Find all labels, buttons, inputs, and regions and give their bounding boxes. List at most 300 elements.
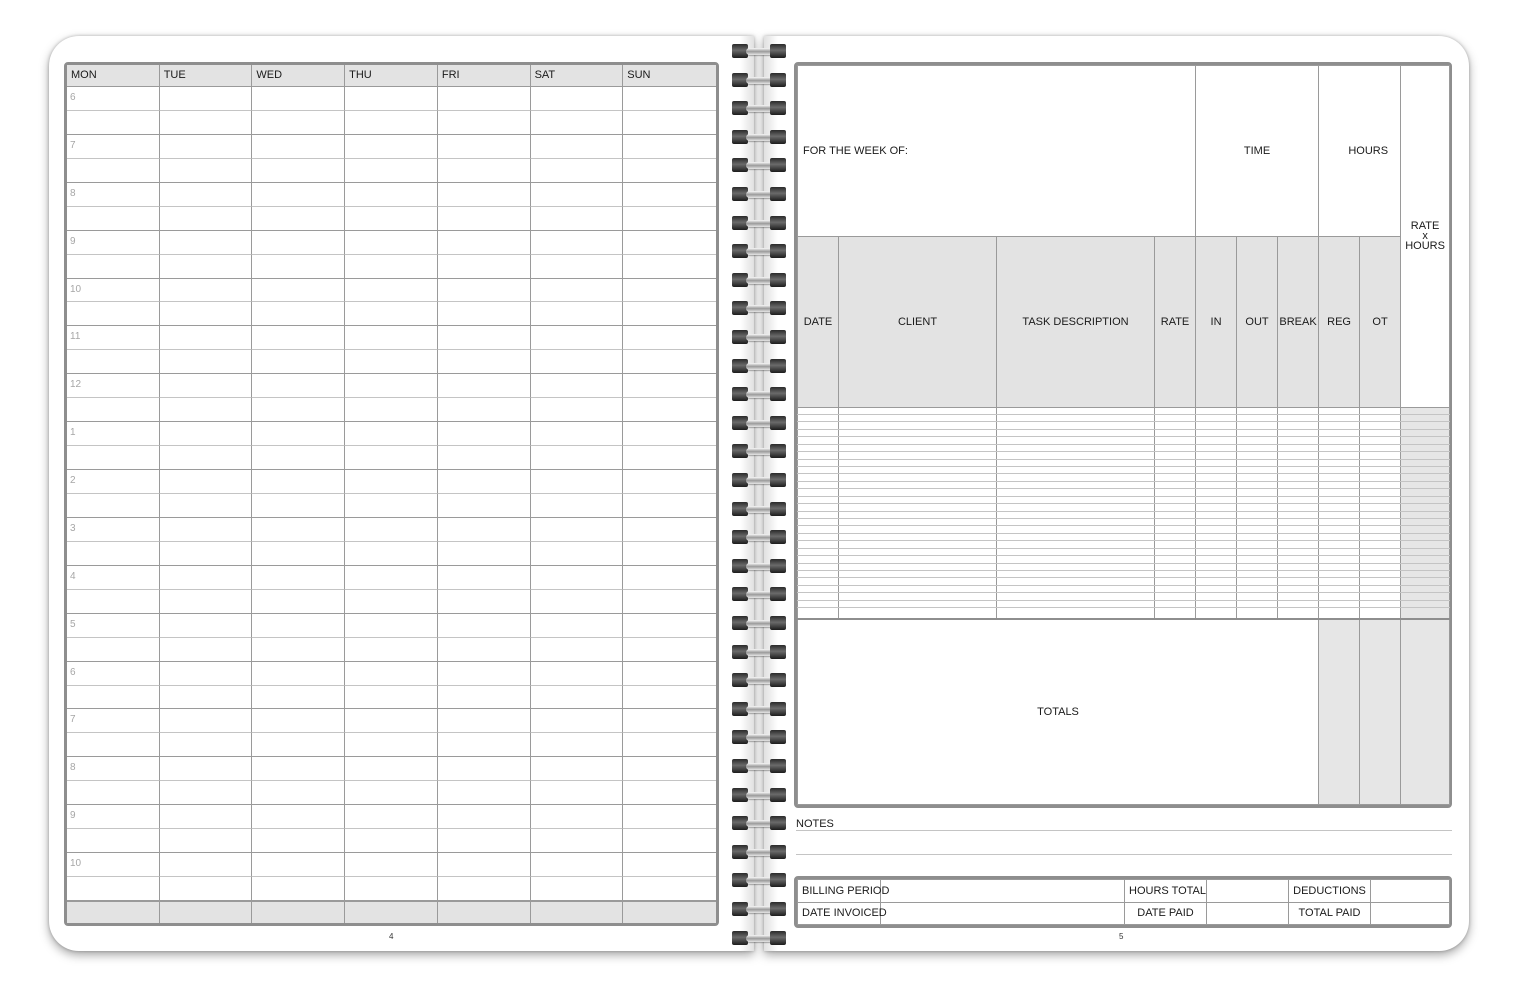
timesheet-cell[interactable] [1155, 496, 1196, 503]
schedule-slot[interactable] [623, 853, 716, 877]
schedule-slot[interactable] [438, 279, 531, 303]
timesheet-cell[interactable] [997, 474, 1155, 481]
timesheet-cell[interactable] [1360, 548, 1401, 555]
timesheet-cell[interactable] [1237, 452, 1278, 459]
schedule-slot[interactable] [160, 494, 253, 518]
schedule-slot[interactable] [623, 686, 716, 710]
schedule-slot[interactable] [438, 374, 531, 398]
schedule-slot[interactable] [160, 638, 253, 662]
timesheet-cell[interactable] [1401, 585, 1450, 592]
timesheet-cell[interactable] [1319, 429, 1360, 436]
schedule-slot[interactable] [623, 877, 716, 901]
timesheet-cell[interactable] [798, 489, 839, 496]
timesheet-cell[interactable] [1237, 556, 1278, 563]
timesheet-cell[interactable] [1360, 467, 1401, 474]
schedule-slot[interactable] [345, 518, 438, 542]
total-ot-cell[interactable] [1360, 619, 1401, 805]
billing-period-field[interactable] [881, 880, 1125, 903]
schedule-slot[interactable] [531, 853, 624, 877]
timesheet-cell[interactable] [1360, 526, 1401, 533]
schedule-slot[interactable] [345, 207, 438, 231]
schedule-slot[interactable] [623, 518, 716, 542]
timesheet-cell[interactable] [1237, 496, 1278, 503]
timesheet-cell[interactable] [1401, 593, 1450, 600]
schedule-slot[interactable] [160, 829, 253, 853]
schedule-slot[interactable] [252, 518, 345, 542]
schedule-slot[interactable] [531, 781, 624, 805]
schedule-slot[interactable] [531, 757, 624, 781]
timesheet-cell[interactable] [1237, 600, 1278, 607]
timesheet-cell[interactable] [1401, 556, 1450, 563]
timesheet-cell[interactable] [1278, 533, 1319, 540]
timesheet-cell[interactable] [1360, 511, 1401, 518]
timesheet-cell[interactable] [1360, 608, 1401, 619]
timesheet-cell[interactable] [1319, 489, 1360, 496]
timesheet-cell[interactable] [1401, 526, 1450, 533]
timesheet-cell[interactable] [1155, 415, 1196, 422]
timesheet-cell[interactable] [1278, 459, 1319, 466]
schedule-slot[interactable] [438, 326, 531, 350]
schedule-slot[interactable] [160, 686, 253, 710]
schedule-slot[interactable] [67, 518, 160, 542]
timesheet-cell[interactable] [1278, 415, 1319, 422]
schedule-slot[interactable] [67, 853, 160, 877]
timesheet-cell[interactable] [1319, 437, 1360, 444]
timesheet-cell[interactable] [1155, 422, 1196, 429]
timesheet-cell[interactable] [798, 585, 839, 592]
timesheet-cell[interactable] [997, 548, 1155, 555]
schedule-slot[interactable] [160, 877, 253, 901]
schedule-slot[interactable] [531, 279, 624, 303]
timesheet-cell[interactable] [1319, 504, 1360, 511]
timesheet-cell[interactable] [1155, 593, 1196, 600]
schedule-slot[interactable] [623, 709, 716, 733]
schedule-slot[interactable] [67, 302, 160, 326]
timesheet-cell[interactable] [1196, 474, 1237, 481]
timesheet-cell[interactable] [1360, 459, 1401, 466]
timesheet-cell[interactable] [1319, 556, 1360, 563]
timesheet-cell[interactable] [1401, 474, 1450, 481]
schedule-slot[interactable] [345, 877, 438, 901]
timesheet-cell[interactable] [1360, 570, 1401, 577]
schedule-slot[interactable] [67, 733, 160, 757]
timesheet-cell[interactable] [1319, 570, 1360, 577]
timesheet-cell[interactable] [1196, 608, 1237, 619]
timesheet-cell[interactable] [1155, 459, 1196, 466]
timesheet-cell[interactable] [997, 422, 1155, 429]
timesheet-cell[interactable] [1401, 541, 1450, 548]
schedule-slot[interactable] [252, 757, 345, 781]
timesheet-cell[interactable] [1360, 444, 1401, 451]
timesheet-cell[interactable] [1155, 407, 1196, 414]
timesheet-cell[interactable] [1278, 481, 1319, 488]
timesheet-cell[interactable] [997, 429, 1155, 436]
timesheet-cell[interactable] [1360, 504, 1401, 511]
schedule-slot[interactable] [252, 374, 345, 398]
schedule-slot[interactable] [623, 757, 716, 781]
timesheet-cell[interactable] [1237, 608, 1278, 619]
schedule-slot[interactable] [67, 111, 160, 135]
schedule-slot[interactable] [345, 279, 438, 303]
schedule-slot[interactable] [67, 494, 160, 518]
schedule-slot[interactable] [252, 566, 345, 590]
schedule-slot[interactable] [531, 590, 624, 614]
schedule-slot[interactable] [623, 398, 716, 422]
schedule-slot[interactable] [67, 805, 160, 829]
timesheet-cell[interactable] [1196, 429, 1237, 436]
schedule-slot[interactable] [623, 207, 716, 231]
schedule-slot[interactable] [345, 398, 438, 422]
day-footer-cell[interactable] [252, 901, 345, 923]
timesheet-cell[interactable] [1237, 518, 1278, 525]
timesheet-cell[interactable] [997, 533, 1155, 540]
schedule-slot[interactable] [531, 374, 624, 398]
schedule-slot[interactable] [160, 326, 253, 350]
week-of-field[interactable] [798, 66, 1196, 237]
timesheet-cell[interactable] [1196, 459, 1237, 466]
timesheet-cell[interactable] [1401, 459, 1450, 466]
schedule-slot[interactable] [345, 590, 438, 614]
timesheet-cell[interactable] [798, 563, 839, 570]
timesheet-cell[interactable] [1155, 608, 1196, 619]
timesheet-cell[interactable] [997, 563, 1155, 570]
timesheet-cell[interactable] [1196, 444, 1237, 451]
schedule-slot[interactable] [438, 87, 531, 111]
schedule-slot[interactable] [531, 159, 624, 183]
schedule-slot[interactable] [438, 662, 531, 686]
timesheet-cell[interactable] [1196, 570, 1237, 577]
timesheet-cell[interactable] [1401, 489, 1450, 496]
schedule-slot[interactable] [67, 326, 160, 350]
timesheet-cell[interactable] [1319, 459, 1360, 466]
timesheet-cell[interactable] [1401, 429, 1450, 436]
schedule-slot[interactable] [623, 87, 716, 111]
timesheet-cell[interactable] [839, 407, 997, 414]
schedule-slot[interactable] [438, 302, 531, 326]
schedule-slot[interactable] [438, 733, 531, 757]
timesheet-cell[interactable] [1155, 489, 1196, 496]
schedule-slot[interactable] [345, 494, 438, 518]
timesheet-cell[interactable] [839, 526, 997, 533]
timesheet-cell[interactable] [1196, 563, 1237, 570]
timesheet-cell[interactable] [1319, 452, 1360, 459]
schedule-slot[interactable] [345, 757, 438, 781]
timesheet-cell[interactable] [1401, 533, 1450, 540]
schedule-slot[interactable] [67, 757, 160, 781]
schedule-slot[interactable] [252, 398, 345, 422]
schedule-slot[interactable] [438, 566, 531, 590]
day-footer-cell[interactable] [345, 901, 438, 923]
schedule-slot[interactable] [252, 231, 345, 255]
schedule-slot[interactable] [252, 781, 345, 805]
schedule-slot[interactable] [623, 566, 716, 590]
schedule-slot[interactable] [531, 446, 624, 470]
timesheet-cell[interactable] [1360, 518, 1401, 525]
timesheet-cell[interactable] [1401, 608, 1450, 619]
timesheet-cell[interactable] [1278, 504, 1319, 511]
timesheet-cell[interactable] [1155, 452, 1196, 459]
timesheet-cell[interactable] [1237, 511, 1278, 518]
timesheet-cell[interactable] [1155, 481, 1196, 488]
schedule-slot[interactable] [252, 255, 345, 279]
timesheet-cell[interactable] [1237, 570, 1278, 577]
schedule-slot[interactable] [438, 590, 531, 614]
timesheet-cell[interactable] [839, 570, 997, 577]
timesheet-cell[interactable] [1278, 444, 1319, 451]
timesheet-cell[interactable] [997, 556, 1155, 563]
timesheet-cell[interactable] [1278, 422, 1319, 429]
timesheet-cell[interactable] [1196, 481, 1237, 488]
timesheet-cell[interactable] [1155, 429, 1196, 436]
schedule-slot[interactable] [67, 398, 160, 422]
timesheet-cell[interactable] [997, 578, 1155, 585]
schedule-slot[interactable] [252, 853, 345, 877]
timesheet-cell[interactable] [1278, 429, 1319, 436]
date-invoiced-field[interactable] [881, 902, 1125, 925]
total-paid-field[interactable] [1371, 902, 1450, 925]
timesheet-cell[interactable] [1237, 541, 1278, 548]
schedule-slot[interactable] [438, 518, 531, 542]
timesheet-cell[interactable] [1278, 600, 1319, 607]
schedule-slot[interactable] [623, 614, 716, 638]
schedule-slot[interactable] [438, 638, 531, 662]
timesheet-cell[interactable] [839, 452, 997, 459]
schedule-slot[interactable] [160, 111, 253, 135]
schedule-slot[interactable] [252, 638, 345, 662]
schedule-slot[interactable] [438, 159, 531, 183]
timesheet-cell[interactable] [798, 467, 839, 474]
timesheet-cell[interactable] [839, 467, 997, 474]
timesheet-cell[interactable] [1155, 437, 1196, 444]
timesheet-cell[interactable] [1196, 578, 1237, 585]
timesheet-cell[interactable] [798, 481, 839, 488]
timesheet-cell[interactable] [1237, 415, 1278, 422]
schedule-slot[interactable] [345, 183, 438, 207]
timesheet-cell[interactable] [1237, 593, 1278, 600]
timesheet-cell[interactable] [839, 556, 997, 563]
schedule-slot[interactable] [160, 255, 253, 279]
timesheet-cell[interactable] [1196, 533, 1237, 540]
schedule-slot[interactable] [160, 87, 253, 111]
schedule-slot[interactable] [160, 398, 253, 422]
timesheet-cell[interactable] [1278, 407, 1319, 414]
timesheet-cell[interactable] [1360, 541, 1401, 548]
timesheet-cell[interactable] [1319, 526, 1360, 533]
schedule-slot[interactable] [345, 853, 438, 877]
timesheet-cell[interactable] [1155, 511, 1196, 518]
schedule-slot[interactable] [67, 255, 160, 279]
schedule-slot[interactable] [345, 542, 438, 566]
timesheet-cell[interactable] [997, 496, 1155, 503]
timesheet-cell[interactable] [1401, 437, 1450, 444]
timesheet-cell[interactable] [1401, 548, 1450, 555]
schedule-slot[interactable] [252, 279, 345, 303]
timesheet-cell[interactable] [997, 452, 1155, 459]
schedule-slot[interactable] [345, 135, 438, 159]
timesheet-cell[interactable] [1401, 563, 1450, 570]
schedule-slot[interactable] [345, 805, 438, 829]
schedule-slot[interactable] [160, 566, 253, 590]
timesheet-cell[interactable] [1319, 533, 1360, 540]
schedule-slot[interactable] [252, 829, 345, 853]
timesheet-cell[interactable] [798, 422, 839, 429]
timesheet-cell[interactable] [1319, 407, 1360, 414]
day-footer-cell[interactable] [623, 901, 716, 923]
timesheet-cell[interactable] [1237, 474, 1278, 481]
timesheet-cell[interactable] [1278, 563, 1319, 570]
schedule-slot[interactable] [160, 757, 253, 781]
timesheet-cell[interactable] [1319, 541, 1360, 548]
schedule-slot[interactable] [345, 470, 438, 494]
total-reg-cell[interactable] [1319, 619, 1360, 805]
schedule-slot[interactable] [531, 135, 624, 159]
schedule-slot[interactable] [252, 709, 345, 733]
schedule-slot[interactable] [160, 781, 253, 805]
timesheet-cell[interactable] [1360, 422, 1401, 429]
schedule-slot[interactable] [345, 326, 438, 350]
schedule-slot[interactable] [67, 686, 160, 710]
timesheet-cell[interactable] [1196, 489, 1237, 496]
schedule-slot[interactable] [160, 662, 253, 686]
timesheet-cell[interactable] [798, 541, 839, 548]
timesheet-cell[interactable] [798, 570, 839, 577]
timesheet-cell[interactable] [798, 511, 839, 518]
timesheet-cell[interactable] [798, 600, 839, 607]
day-footer-cell[interactable] [160, 901, 253, 923]
schedule-slot[interactable] [160, 542, 253, 566]
schedule-slot[interactable] [345, 87, 438, 111]
timesheet-cell[interactable] [997, 444, 1155, 451]
timesheet-cell[interactable] [1237, 548, 1278, 555]
schedule-slot[interactable] [160, 590, 253, 614]
timesheet-cell[interactable] [798, 437, 839, 444]
timesheet-cell[interactable] [1237, 429, 1278, 436]
schedule-slot[interactable] [160, 446, 253, 470]
schedule-slot[interactable] [67, 590, 160, 614]
schedule-slot[interactable] [345, 374, 438, 398]
schedule-slot[interactable] [345, 422, 438, 446]
timesheet-cell[interactable] [798, 526, 839, 533]
day-footer-cell[interactable] [67, 901, 160, 923]
timesheet-cell[interactable] [1401, 452, 1450, 459]
timesheet-cell[interactable] [1319, 444, 1360, 451]
timesheet-cell[interactable] [1360, 481, 1401, 488]
timesheet-cell[interactable] [997, 600, 1155, 607]
schedule-slot[interactable] [160, 159, 253, 183]
schedule-slot[interactable] [531, 231, 624, 255]
timesheet-cell[interactable] [1196, 511, 1237, 518]
timesheet-cell[interactable] [1401, 511, 1450, 518]
timesheet-cell[interactable] [1401, 578, 1450, 585]
schedule-slot[interactable] [438, 757, 531, 781]
schedule-slot[interactable] [623, 590, 716, 614]
timesheet-cell[interactable] [1237, 563, 1278, 570]
timesheet-cell[interactable] [1401, 496, 1450, 503]
schedule-slot[interactable] [531, 686, 624, 710]
schedule-slot[interactable] [160, 422, 253, 446]
timesheet-cell[interactable] [1401, 407, 1450, 414]
schedule-slot[interactable] [252, 686, 345, 710]
schedule-slot[interactable] [531, 733, 624, 757]
timesheet-cell[interactable] [1237, 407, 1278, 414]
schedule-slot[interactable] [531, 350, 624, 374]
timesheet-cell[interactable] [1360, 474, 1401, 481]
timesheet-cell[interactable] [1401, 600, 1450, 607]
schedule-slot[interactable] [67, 374, 160, 398]
schedule-slot[interactable] [160, 374, 253, 398]
timesheet-cell[interactable] [1155, 585, 1196, 592]
timesheet-cell[interactable] [1196, 518, 1237, 525]
timesheet-cell[interactable] [1237, 481, 1278, 488]
timesheet-cell[interactable] [1360, 593, 1401, 600]
schedule-slot[interactable] [67, 638, 160, 662]
schedule-slot[interactable] [252, 446, 345, 470]
timesheet-cell[interactable] [1360, 563, 1401, 570]
schedule-slot[interactable] [438, 207, 531, 231]
timesheet-cell[interactable] [1155, 526, 1196, 533]
schedule-slot[interactable] [438, 422, 531, 446]
schedule-slot[interactable] [160, 231, 253, 255]
schedule-slot[interactable] [345, 446, 438, 470]
schedule-slot[interactable] [345, 686, 438, 710]
timesheet-cell[interactable] [1155, 600, 1196, 607]
schedule-slot[interactable] [623, 662, 716, 686]
schedule-slot[interactable] [160, 733, 253, 757]
timesheet-cell[interactable] [1237, 504, 1278, 511]
timesheet-cell[interactable] [1319, 563, 1360, 570]
schedule-slot[interactable] [623, 805, 716, 829]
timesheet-cell[interactable] [997, 585, 1155, 592]
schedule-slot[interactable] [623, 470, 716, 494]
schedule-slot[interactable] [531, 566, 624, 590]
timesheet-cell[interactable] [1278, 548, 1319, 555]
schedule-slot[interactable] [438, 781, 531, 805]
schedule-slot[interactable] [438, 446, 531, 470]
schedule-slot[interactable] [345, 662, 438, 686]
timesheet-cell[interactable] [1401, 467, 1450, 474]
timesheet-cell[interactable] [798, 474, 839, 481]
timesheet-cell[interactable] [1237, 489, 1278, 496]
schedule-slot[interactable] [438, 111, 531, 135]
timesheet-cell[interactable] [1278, 437, 1319, 444]
schedule-slot[interactable] [531, 183, 624, 207]
schedule-slot[interactable] [531, 255, 624, 279]
schedule-slot[interactable] [345, 781, 438, 805]
schedule-slot[interactable] [531, 662, 624, 686]
timesheet-cell[interactable] [1360, 415, 1401, 422]
timesheet-cell[interactable] [1319, 474, 1360, 481]
schedule-slot[interactable] [160, 350, 253, 374]
schedule-slot[interactable] [252, 135, 345, 159]
schedule-slot[interactable] [623, 781, 716, 805]
timesheet-cell[interactable] [1278, 518, 1319, 525]
schedule-slot[interactable] [252, 326, 345, 350]
schedule-slot[interactable] [531, 709, 624, 733]
timesheet-cell[interactable] [1196, 593, 1237, 600]
timesheet-cell[interactable] [1278, 452, 1319, 459]
timesheet-cell[interactable] [1278, 570, 1319, 577]
timesheet-cell[interactable] [997, 504, 1155, 511]
timesheet-cell[interactable] [1155, 474, 1196, 481]
schedule-slot[interactable] [623, 733, 716, 757]
timesheet-cell[interactable] [798, 608, 839, 619]
timesheet-cell[interactable] [839, 518, 997, 525]
timesheet-cell[interactable] [1319, 422, 1360, 429]
timesheet-cell[interactable] [1319, 415, 1360, 422]
schedule-slot[interactable] [623, 542, 716, 566]
schedule-slot[interactable] [623, 494, 716, 518]
schedule-slot[interactable] [252, 350, 345, 374]
